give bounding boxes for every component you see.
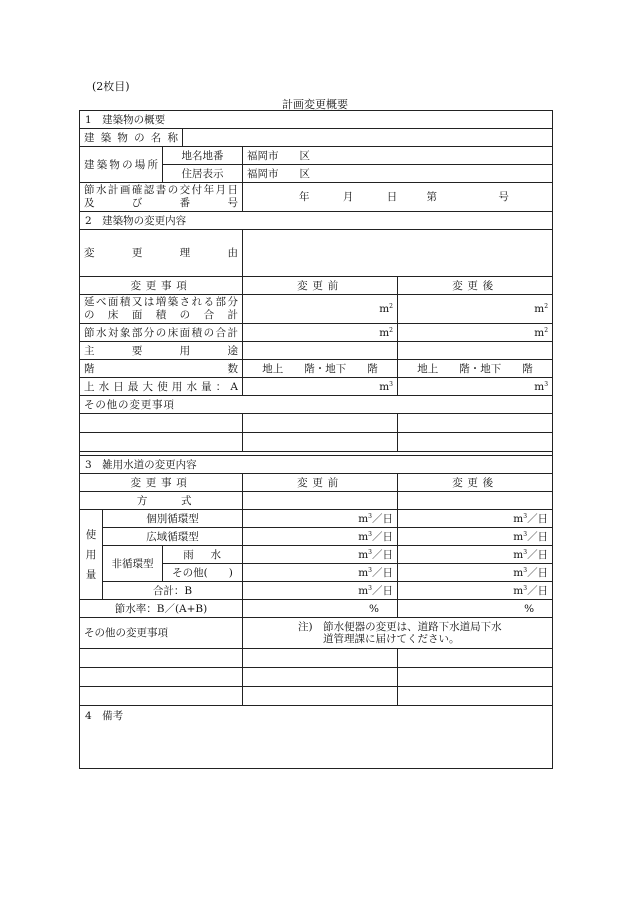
certificate-field[interactable] <box>243 183 553 212</box>
sec3-other-before-2[interactable] <box>243 668 398 687</box>
individual-row <box>80 510 553 528</box>
main-usage-after[interactable] <box>398 342 553 360</box>
sec2-after-header: 変更後 <box>398 277 553 295</box>
ratio-row <box>80 600 553 618</box>
method-row <box>80 492 553 510</box>
building-name-label: 建築物の名称 <box>80 129 183 147</box>
sec3-other-before-3[interactable] <box>243 687 398 706</box>
address-field[interactable]: 福岡市 区 <box>243 165 553 183</box>
sec3-after-header: 変更後 <box>398 474 553 492</box>
saving-ratio-before[interactable]: % <box>243 600 398 618</box>
target-area-label: 節水対象部分の床面積の合計 <box>80 324 243 342</box>
floor-area-before[interactable]: $m^2$ <box>243 295 398 324</box>
sec3-other-after-1[interactable] <box>398 649 553 668</box>
sec3-heading-row <box>80 456 553 474</box>
sec2-item-header: 変更事項 <box>80 277 243 295</box>
usage-amount-char-1: 使 <box>85 528 97 541</box>
non-circulation-label: 非循環型 <box>103 546 163 582</box>
sec2-heading: 2 建築物の変更内容 <box>80 212 553 230</box>
sec3-heading: 3 雑用水道の変更内容 <box>80 456 553 474</box>
usage-row <box>80 342 553 360</box>
cert-month: 月 <box>342 191 354 203</box>
regional-before[interactable]: $m^3/$日 <box>243 528 398 546</box>
total-row <box>80 582 553 600</box>
target-area-after[interactable]: $m^2$ <box>398 324 553 342</box>
saving-ratio-label: 節水率：B／(A+B) <box>80 600 243 618</box>
target-area-before[interactable]: $m^2$ <box>243 324 398 342</box>
certificate-row <box>80 183 553 212</box>
individual-before[interactable]: $m^3/$日 <box>243 510 398 528</box>
water-usage-row <box>80 378 553 396</box>
toilet-note <box>243 618 553 649</box>
usage-amount-char-3: 量 <box>85 568 97 581</box>
certificate-label <box>80 183 243 212</box>
rainwater-after[interactable]: $m^3/$日 <box>398 546 553 564</box>
floors-row <box>80 360 553 378</box>
address-label: 住居表示 <box>163 165 243 183</box>
rainwater-label: 雨水 <box>163 546 243 564</box>
method-after[interactable] <box>398 492 553 510</box>
sec3-before-header: 変更前 <box>243 474 398 492</box>
floors-before[interactable]: 地上 階・地下 階 <box>243 360 398 378</box>
remarks-field[interactable] <box>80 706 553 769</box>
change-reason-label: 変更理由 <box>80 230 243 277</box>
sec1-heading-row <box>80 111 553 129</box>
remarks-heading: 4 備考 <box>85 710 124 722</box>
cert-number-prefix: 第 <box>426 191 438 203</box>
sec2-before-header: 変更前 <box>243 277 398 295</box>
floors-label <box>80 360 243 378</box>
sec3-item-header: 変更事項 <box>80 474 243 492</box>
sec2-heading-row <box>80 212 553 230</box>
sec3-other-row <box>80 618 553 649</box>
main-usage-before[interactable] <box>243 342 398 360</box>
sec2-other-before-2[interactable] <box>243 433 398 452</box>
sec3-other-item-1[interactable] <box>80 649 243 668</box>
floor-area-row <box>80 295 553 324</box>
usage-amount-label <box>80 510 103 600</box>
floors-after[interactable]: 地上 階・地下 階 <box>398 360 553 378</box>
lot-field[interactable]: 福岡市 区 <box>243 147 553 165</box>
total-label: 合計：B <box>103 582 243 600</box>
target-area-row <box>80 324 553 342</box>
sec2-other-after-2[interactable] <box>398 433 553 452</box>
regional-circulation-label: 広域循環型 <box>103 528 243 546</box>
main-usage-label: 主要用途 <box>80 342 243 360</box>
cert-number-suffix: 号 <box>498 191 509 203</box>
building-name-field[interactable] <box>183 129 553 147</box>
building-location-label: 建築物の場所 <box>80 147 163 183</box>
sec2-other-item-1[interactable] <box>80 414 243 433</box>
sec3-other-before-1[interactable] <box>243 649 398 668</box>
certificate-label-line1: 節水計画確認書の交付年月日 <box>84 184 238 196</box>
sec3-other-blank-3 <box>80 687 553 706</box>
regional-after[interactable]: $m^3/$日 <box>398 528 553 546</box>
sec3-other-after-3[interactable] <box>398 687 553 706</box>
water-usage-after[interactable]: $m^3$ <box>398 378 553 396</box>
floors-label-left: 階 <box>84 362 95 375</box>
sec3-other-blank-1 <box>80 649 553 668</box>
rainwater-before[interactable]: $m^3/$日 <box>243 546 398 564</box>
sec3-header-row <box>80 474 553 492</box>
water-usage-label: 上水日最大使用水量：A <box>80 378 243 396</box>
toilet-note-line1: 注) 節水便器の変更は、道路下水道局下水 <box>298 621 502 633</box>
certificate-label-line2: 及び番号 <box>84 197 238 209</box>
sec1-heading: 1 建築物の概要 <box>80 111 553 129</box>
individual-after[interactable]: $m^3/$日 <box>398 510 553 528</box>
rain-row <box>80 546 553 564</box>
method-before[interactable] <box>243 492 398 510</box>
cert-year: 年 <box>299 191 310 203</box>
individual-circulation-label: 個別循環型 <box>103 510 243 528</box>
sec3-other-item-2[interactable] <box>80 668 243 687</box>
other-source-before[interactable]: $m^3/$日 <box>243 564 398 582</box>
floor-area-label-line2: の床面積の合計 <box>84 309 238 321</box>
floor-area-label-line1: 延べ面積又は増築される部分 <box>84 296 238 308</box>
floor-area-label <box>80 295 243 324</box>
sec3-other-blank-2 <box>80 668 553 687</box>
building-name-row <box>80 129 553 147</box>
cert-day: 日 <box>386 191 398 203</box>
reason-row <box>80 230 553 277</box>
sec2-other-row <box>80 396 553 414</box>
other-source-after[interactable]: $m^3/$日 <box>398 564 553 582</box>
usage-amount-char-2: 用 <box>85 548 97 561</box>
total-before[interactable]: $m^3/$日 <box>243 582 398 600</box>
sec3-other-item-3[interactable] <box>80 687 243 706</box>
change-reason-field[interactable] <box>243 230 553 277</box>
sec2-other-blank-2 <box>80 433 553 452</box>
sec2-other-label: その他の変更事項 <box>80 396 553 414</box>
sec2-other-after-1[interactable] <box>398 414 553 433</box>
lot-row <box>80 147 553 165</box>
sec2-other-blank-1 <box>80 414 553 433</box>
plan-change-form <box>79 110 553 769</box>
remarks-row <box>80 706 553 769</box>
sec3-other-after-2[interactable] <box>398 668 553 687</box>
regional-row <box>80 528 553 546</box>
other-source-label: その他( ) <box>163 564 243 582</box>
toilet-note-line2: 道管理課に届けてください。 <box>323 633 460 645</box>
water-usage-before[interactable]: $m^3$ <box>243 378 398 396</box>
total-after[interactable]: $m^3/$日 <box>398 582 553 600</box>
floor-area-after[interactable]: $m^2$ <box>398 295 553 324</box>
lot-label: 地名地番 <box>163 147 243 165</box>
method-label: 方式 <box>80 492 243 510</box>
floors-label-right: 数 <box>227 362 238 375</box>
saving-ratio-after[interactable]: % <box>398 600 553 618</box>
page-title: 計画変更概要 <box>282 98 348 111</box>
sec3-other-label: その他の変更事項 <box>80 618 243 649</box>
sheet-number: (2枚目) <box>92 80 130 93</box>
sec2-other-before-1[interactable] <box>243 414 398 433</box>
sec2-other-item-2[interactable] <box>80 433 243 452</box>
sec2-header-row <box>80 277 553 295</box>
